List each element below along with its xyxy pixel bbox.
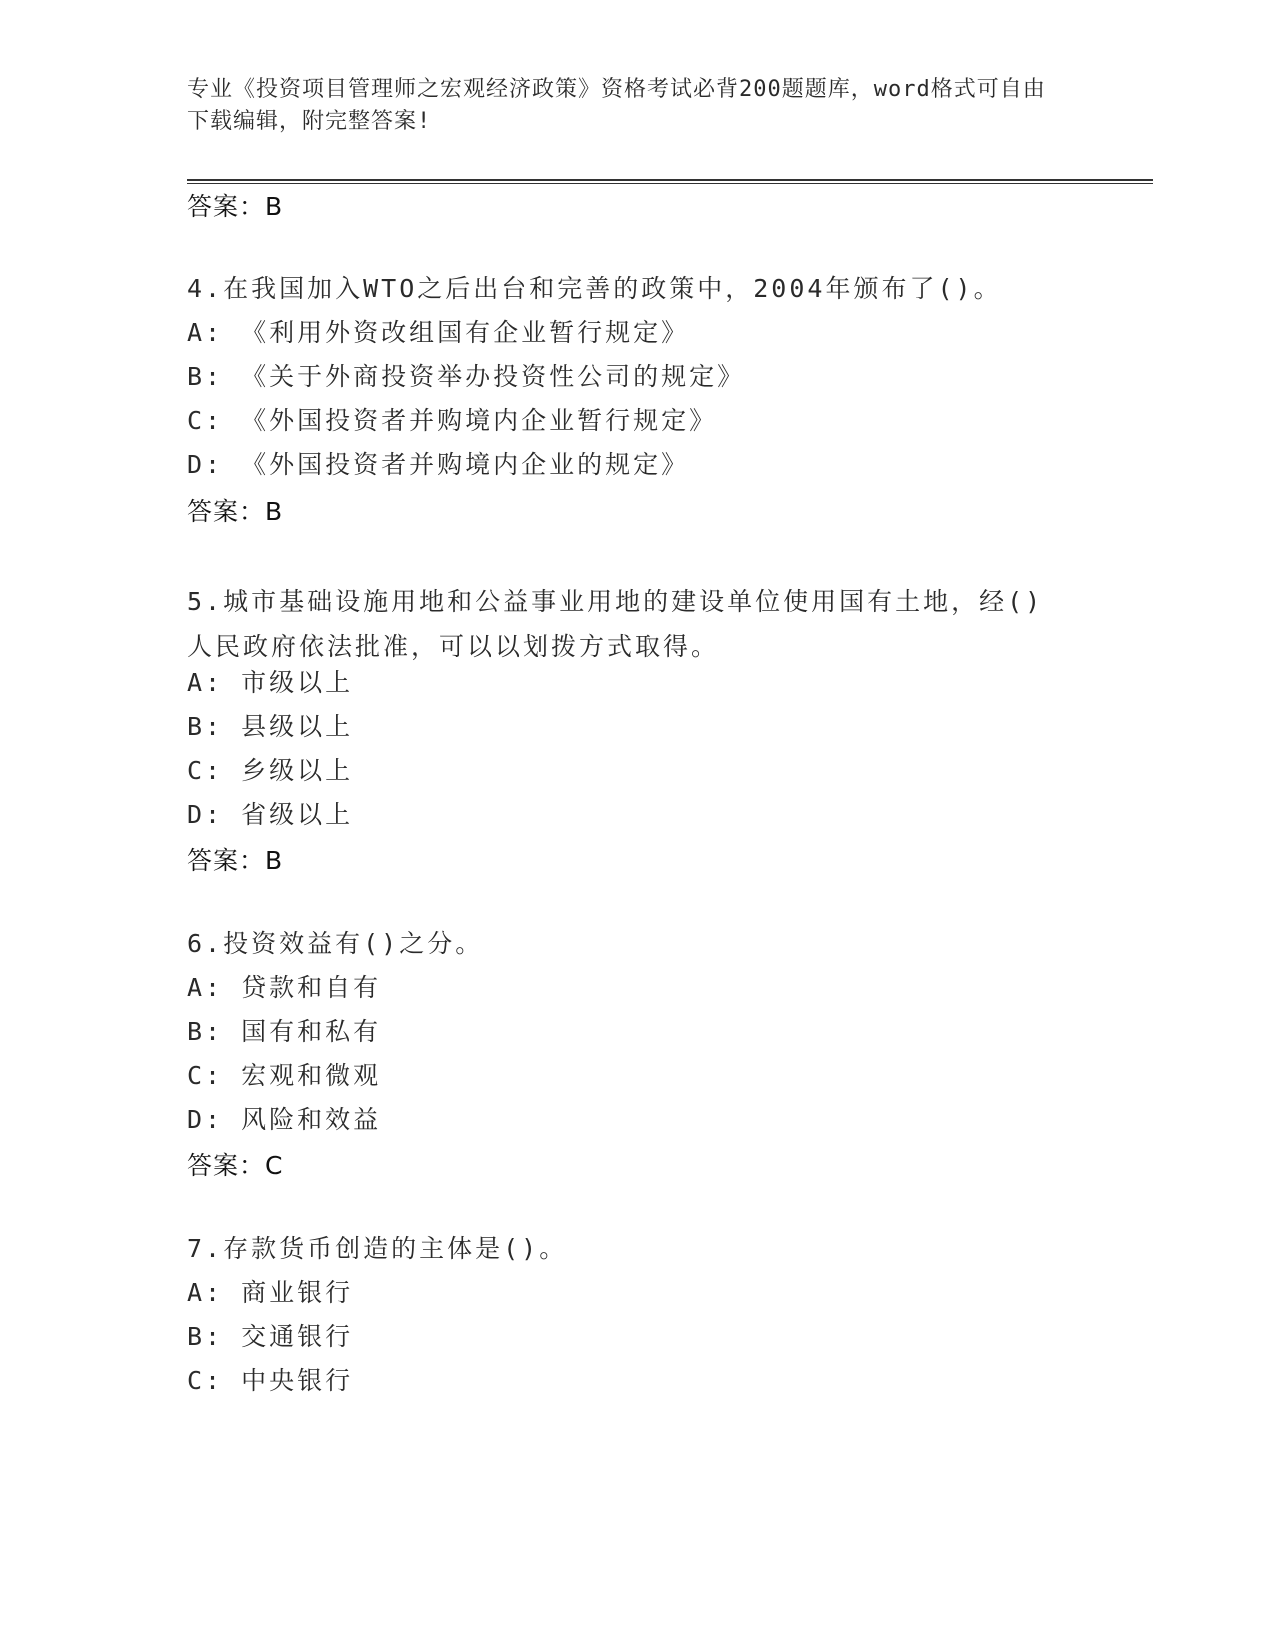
answer-line: 答案：C	[187, 1151, 284, 1180]
option-b: B: 国有和私有	[187, 1017, 382, 1046]
answer-line: 答案：B	[187, 846, 284, 875]
question-stem: 7.存款货币创造的主体是()。	[187, 1234, 568, 1263]
answer-line: 答案：B	[187, 497, 284, 526]
option-a: A: 《利用外资改组国有企业暂行规定》	[187, 318, 690, 347]
option-d: D: 省级以上	[187, 800, 354, 829]
question-stem: 5.城市基础设施用地和公益事业用地的建设单位使用国有土地，经()人民政府依法批准，可以以划拨方式取得。	[187, 587, 1044, 661]
option-c: C: 《外国投资者并购境内企业暂行规定》	[187, 406, 718, 435]
document-header: 专业《投资项目管理师之宏观经济政策》资格考试必背200题题库，word格式可自由下载编辑，附完整答案!	[187, 77, 1046, 134]
question-stem: 4.在我国加入WTO之后出台和完善的政策中，2004年颁布了()。	[187, 274, 1002, 303]
option-b: B: 县级以上	[187, 712, 354, 741]
option-c: C: 宏观和微观	[187, 1061, 382, 1090]
option-d: D: 风险和效益	[187, 1105, 382, 1134]
question-stem: 6.投资效益有()之分。	[187, 929, 484, 958]
header-divider	[187, 179, 1153, 184]
option-c: C: 中央银行	[187, 1366, 354, 1395]
answer-line: 答案：B	[187, 192, 284, 221]
option-a: A: 商业银行	[187, 1278, 354, 1307]
option-d: D: 《外国投资者并购境内企业的规定》	[187, 450, 690, 479]
option-b: B: 交通银行	[187, 1322, 354, 1351]
option-c: C: 乡级以上	[187, 756, 354, 785]
option-a: A: 市级以上	[187, 668, 354, 697]
option-a: A: 贷款和自有	[187, 973, 382, 1002]
option-b: B: 《关于外商投资举办投资性公司的规定》	[187, 362, 746, 391]
